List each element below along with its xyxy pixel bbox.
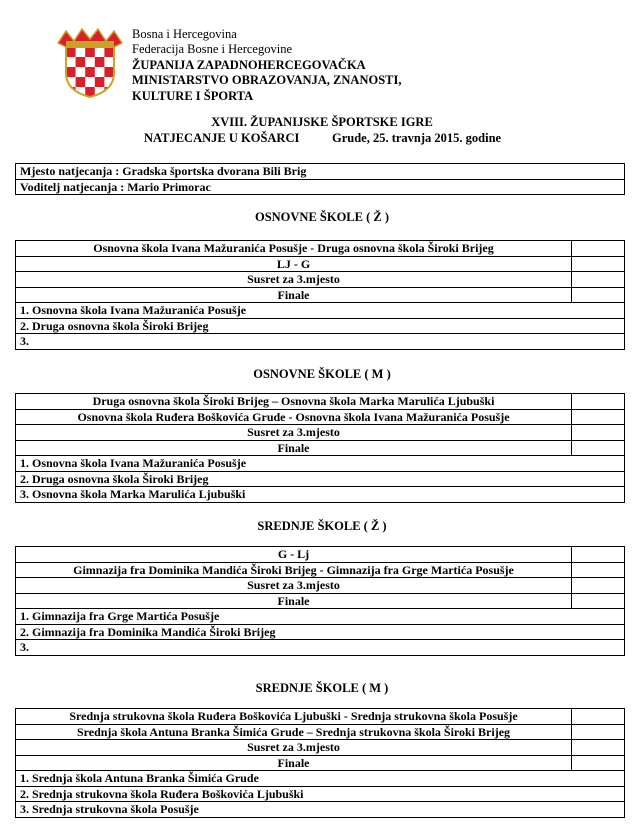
info-table [15,163,625,195]
final-cell: Finale [16,755,572,771]
results-table [15,393,625,503]
country-line: Bosna i Hercegovina [132,27,237,41]
table-row [16,802,625,818]
score-cell [572,578,625,594]
table-row [16,578,625,594]
score-cell [572,593,625,609]
section-title: OSNOVNE ŠKOLE ( Ž ) [254,210,390,224]
table-row [16,318,625,334]
federation-line: Federacija Bosne i Hercegovine [132,42,293,57]
score-cell [572,724,625,740]
rank-cell: 3. Srednja strukovna škola Posušje [16,802,625,818]
rank-cell: 2. Druga osnovna škola Široki Brijeg [16,318,625,334]
table-row [16,487,625,503]
results-table [15,708,625,818]
rank-cell: 3. [16,640,625,656]
third-place-cell: Susret za 3.mjesto [16,578,572,594]
score-cell [572,256,625,272]
event-title: XVIII. ŽUPANIJSKE ŠPORTSKE IGRE [211,115,433,129]
score-cell [572,287,625,303]
score-cell [572,547,625,563]
results-table [15,546,625,656]
event-place-date: Grude, 25. travnja 2015. godine [332,131,502,145]
table-row [16,640,625,656]
score-cell [572,755,625,771]
ministry-line-2: KULTURE I ŠPORTA [132,88,254,103]
event-subtitle: NATJECANJE U KOŠARCI [144,131,300,145]
table-row [16,272,625,288]
coat-of-arms-icon [52,27,128,99]
match-cell: G - Lj [16,547,572,563]
table-row [16,425,625,441]
match-cell: Osnovna škola Ruđera Boškovića Grude - Osnovna škola Ivana Mažuranića Posušje [16,409,572,425]
table-row [16,740,625,756]
institution-block [132,27,401,104]
county-line: ŽUPANIJA ZAPADNOHERCEGOVAČKA [132,57,366,72]
table-row [16,241,625,257]
score-cell [572,425,625,441]
table-row [16,624,625,640]
match-cell: Osnovna škola Ivana Mažuranića Posušje - Druga osnovna škola Široki Brijeg [16,241,572,257]
match-cell: Druga osnovna škola Široki Brijeg – Osnovna škola Marka Marulića Ljubuški [16,394,572,410]
table-row [16,709,625,725]
third-place-cell: Susret za 3.mjesto [16,740,572,756]
table-row [16,593,625,609]
table-row [16,303,625,319]
rank-cell: 2. Srednja strukovna škola Ruđera Boškovića Ljubuški [16,786,625,802]
score-cell [572,409,625,425]
final-cell: Finale [16,593,572,609]
table-row [16,179,625,195]
rank-cell: 2. Druga osnovna škola Široki Brijeg [16,471,625,487]
table-row [16,394,625,410]
table-row [16,287,625,303]
rank-cell: 1. Osnovna škola Ivana Mažuranića Posušje [16,456,625,472]
score-cell [572,241,625,257]
final-cell: Finale [16,287,572,303]
rank-cell: 2. Gimnazija fra Dominika Mandića Široki Brijeg [16,624,625,640]
rank-cell: 1. Srednja škola Antuna Branka Šimića Grude [16,771,625,787]
match-cell: Gimnazija fra Dominika Mandića Široki Brijeg - Gimnazija fra Grge Martića Posušje [16,562,572,578]
table-row [16,256,625,272]
final-cell: Finale [16,440,572,456]
score-cell [572,394,625,410]
leader-cell: Voditelj natjecanja : Mario Primorac [16,179,625,195]
table-row [16,724,625,740]
results-table [15,240,625,350]
rank-cell: 1. Osnovna škola Ivana Mažuranića Posušje [16,303,625,319]
table-row [16,440,625,456]
score-cell [572,272,625,288]
section-title: SREDNJE ŠKOLE ( Ž ) [257,519,387,533]
table-row [16,164,625,180]
score-cell [572,709,625,725]
score-cell [572,440,625,456]
section-title: SREDNJE ŠKOLE ( M ) [255,681,389,695]
rank-cell: 3. Osnovna škola Marka Marulića Ljubuški [16,487,625,503]
table-row [16,755,625,771]
table-row [16,409,625,425]
rank-cell: 3. [16,334,625,350]
table-row [16,456,625,472]
section-title: OSNOVNE ŠKOLE ( M ) [253,367,391,381]
table-row [16,471,625,487]
document-header [52,27,612,107]
table-row [16,334,625,350]
match-cell: Srednja strukovna škola Ruđera Boškovića Ljubuški - Srednja strukovna škola Posušje [16,709,572,725]
third-place-cell: Susret za 3.mjesto [16,425,572,441]
score-cell [572,562,625,578]
table-row [16,786,625,802]
table-row [16,547,625,563]
score-cell [572,740,625,756]
ministry-line: MINISTARSTVO OBRAZOVANJA, ZNANOSTI, [132,73,402,88]
table-row [16,562,625,578]
rank-cell: 1. Gimnazija fra Grge Martića Posušje [16,609,625,625]
match-cell: Srednja škola Antuna Branka Šimića Grude – Srednja strukovna škola Široki Brijeg [16,724,572,740]
table-row [16,771,625,787]
venue-cell: Mjesto natjecanja : Gradska športska dvorana Bili Brig [16,164,625,180]
third-place-cell: Susret za 3.mjesto [16,272,572,288]
table-row [16,609,625,625]
match-cell: LJ - G [16,256,572,272]
